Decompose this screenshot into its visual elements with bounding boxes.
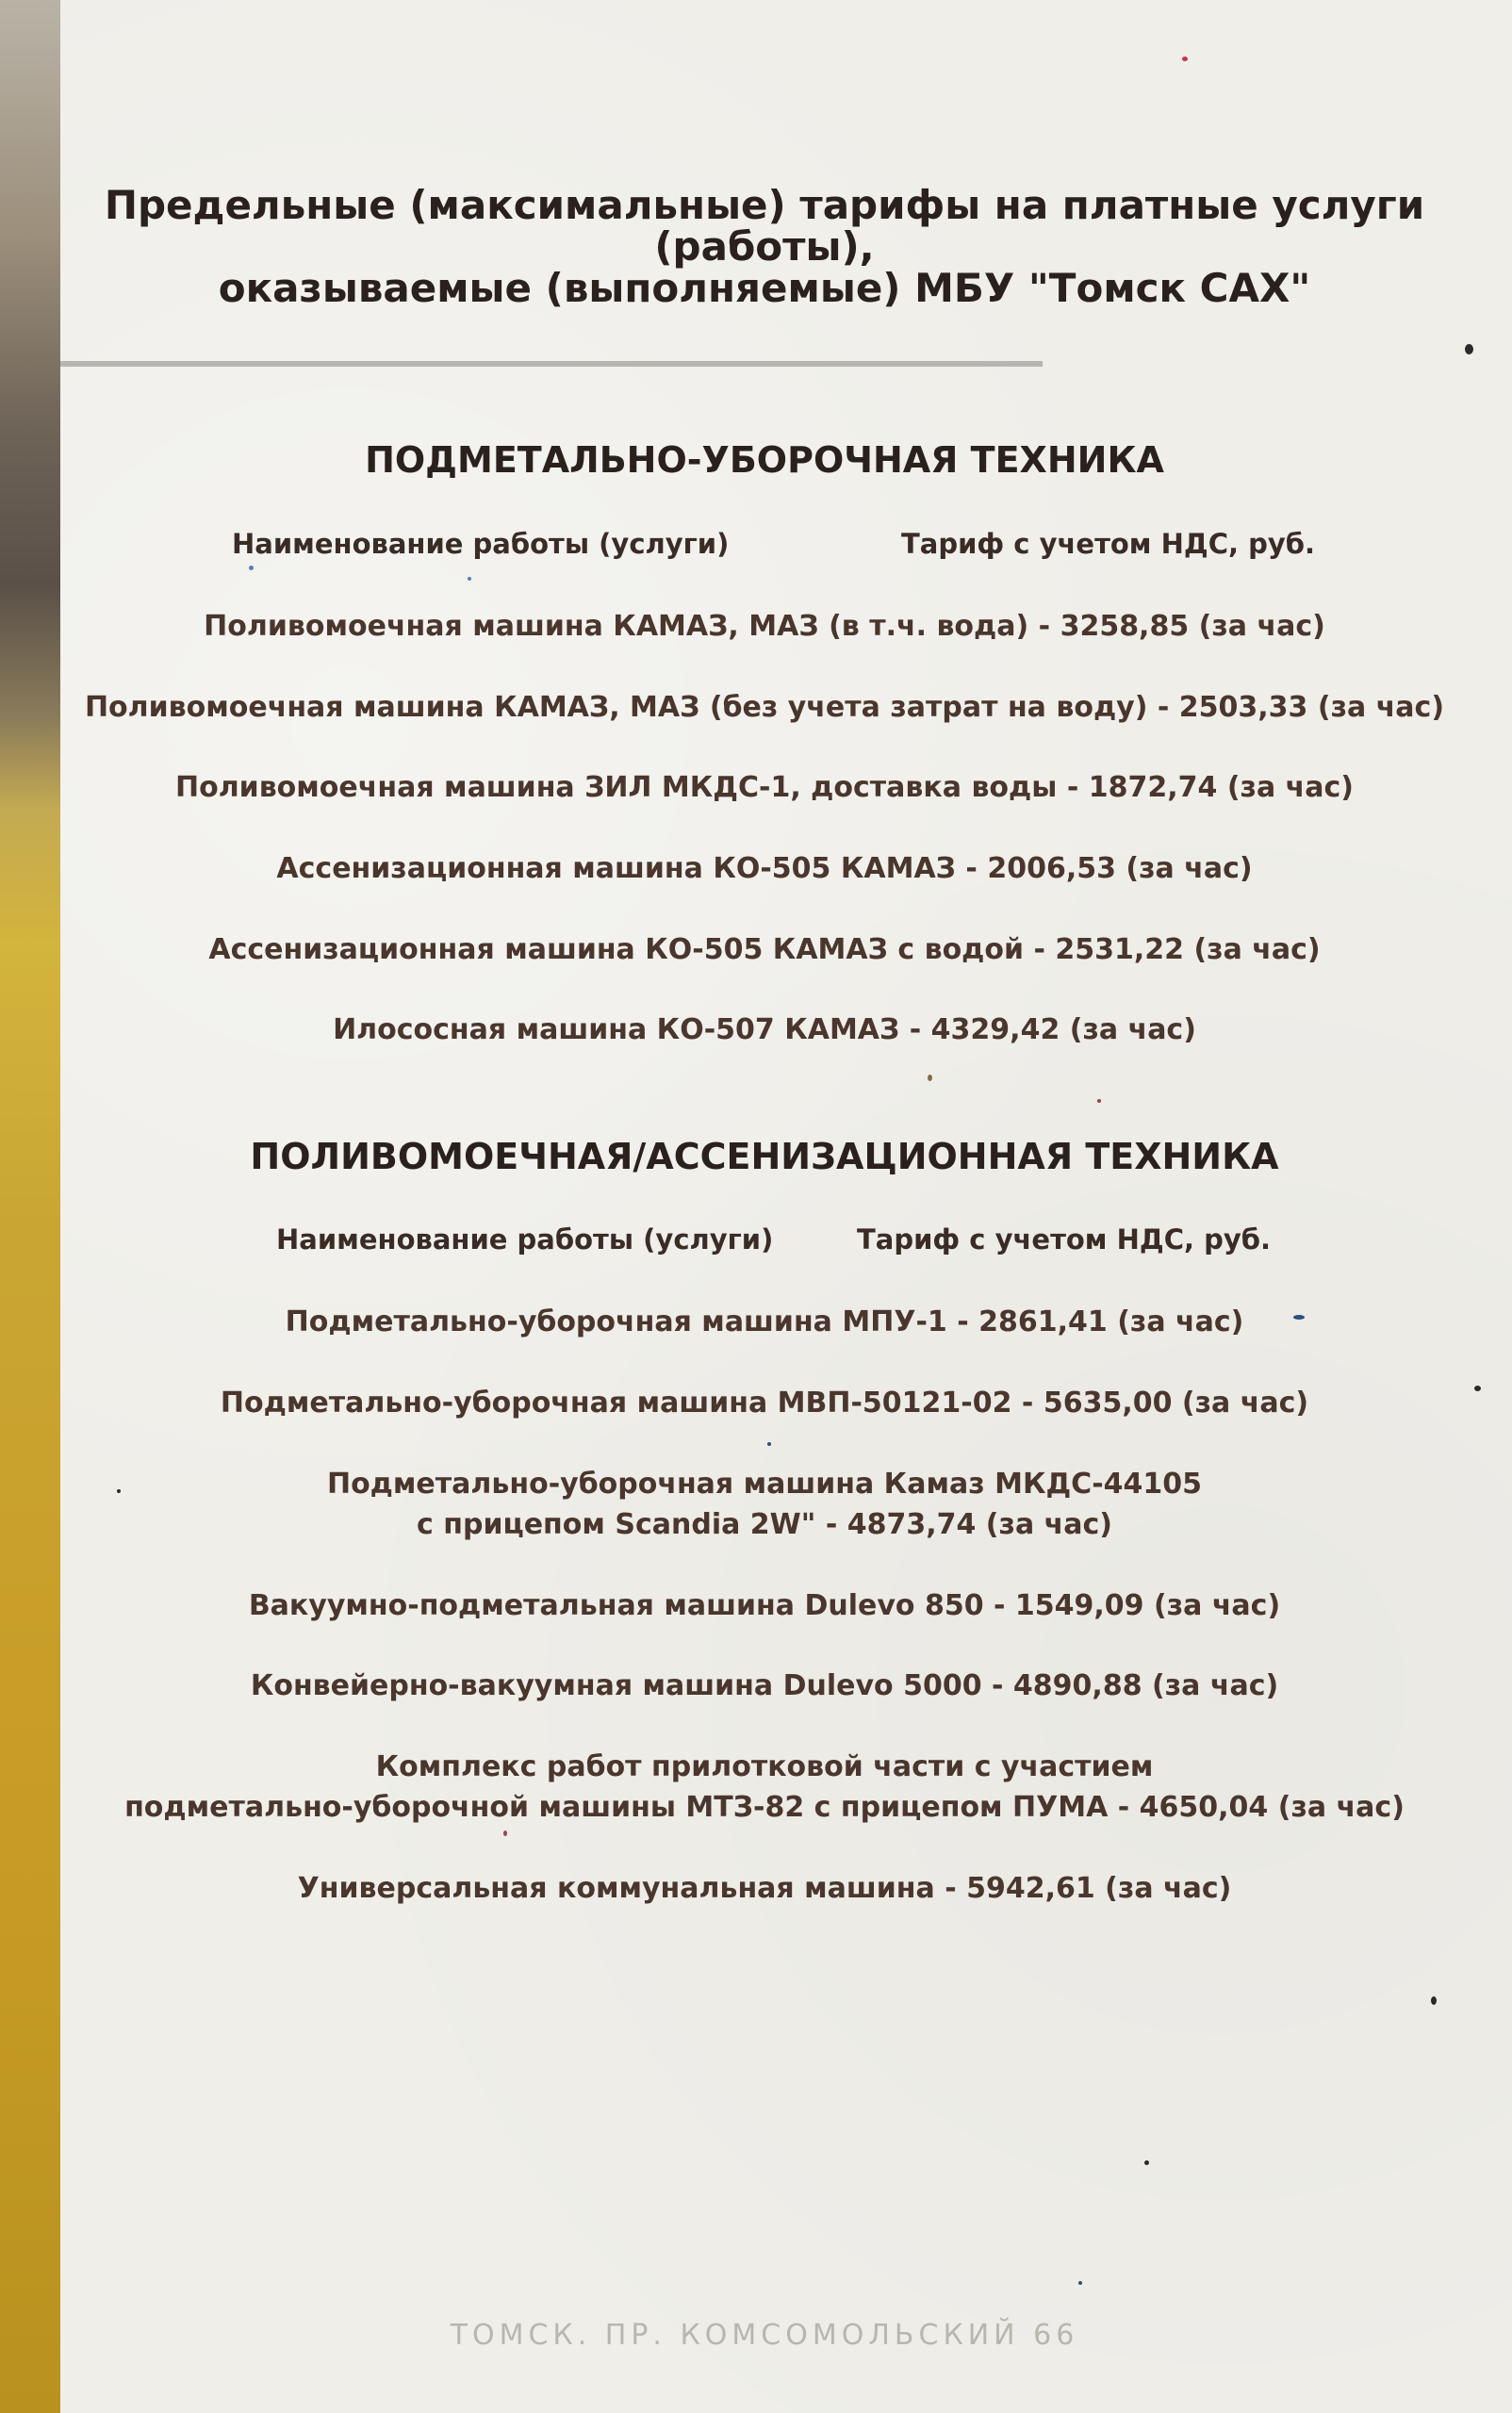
paper-speck xyxy=(503,1830,507,1836)
paper-speck xyxy=(1465,344,1473,354)
tariff-row-text: Комплекс работ прилотковой части с участием xyxy=(375,1750,1154,1783)
tariff-row xyxy=(60,687,1469,728)
tariff-row-text: Поливомоечная машина КАМАЗ, МАЗ (в т.ч. вода) - 3258,85 (за час) xyxy=(204,610,1325,643)
tariff-row-text: Вакуумно-подметальная машина Dulevo 850 - 1549,09 (за час) xyxy=(248,1589,1281,1622)
paper-speck xyxy=(928,1075,932,1081)
tariff-row-text: Ассенизационная машина КО-505 КАМАЗ с водой - 2531,22 (за час) xyxy=(208,933,1321,966)
address-footer: ТОМСК. ПР. КОМСОМОЛЬСКИЙ 66 xyxy=(450,2319,1079,2352)
tariff-row xyxy=(60,1383,1469,1423)
tariff-row xyxy=(60,929,1469,970)
tariff-row xyxy=(60,767,1469,808)
tariff-row xyxy=(60,848,1469,889)
tariff-row-text: Ассенизационная машина КО-505 КАМАЗ - 2006,53 (за час) xyxy=(276,852,1253,885)
tariff-row-text: Универсальная коммунальная машина - 5942,61 (за час) xyxy=(297,1872,1232,1905)
paper-speck xyxy=(1474,1386,1481,1391)
title-line: (работы), xyxy=(654,223,875,270)
tariff-row xyxy=(60,1585,1469,1626)
column-header-tariff: Тариф с учетом НДС, руб. xyxy=(857,1223,1272,1256)
paper-speck xyxy=(1431,1996,1437,2005)
tariff-row-text: Подметально-уборочная машина МВП-50121-02 - 5635,00 (за час) xyxy=(220,1387,1309,1420)
tariff-row xyxy=(60,1010,1469,1050)
tariff-row-text: Подметально-уборочная машина МПУ-1 - 2861,41 (за час) xyxy=(285,1305,1244,1338)
paper-speck xyxy=(767,1442,771,1446)
document-title xyxy=(60,182,1469,311)
tariff-row-text: Поливомоечная машина ЗИЛ МКДС-1, доставка воды - 1872,74 (за час) xyxy=(174,771,1354,804)
title-line: оказываемые (выполняемые) МБУ "Томск САХ" xyxy=(218,265,1311,311)
section-heading-watering-sewage: ПОЛИВОМОЕЧНАЯ/АССЕНИЗАЦИОННАЯ ТЕХНИКА xyxy=(250,1136,1279,1177)
paper-speck xyxy=(1097,1099,1101,1103)
column-header-service-name: Наименование работы (услуги) xyxy=(232,528,730,560)
paper-speck xyxy=(1078,2281,1082,2285)
tariff-row xyxy=(60,1302,1469,1342)
paper-speck xyxy=(1182,57,1188,61)
column-header-service-name: Наименование работы (услуги) xyxy=(276,1223,774,1256)
section-heading-street-cleaning: ПОДМЕТАЛЬНО-УБОРОЧНАЯ ТЕХНИКА xyxy=(365,439,1164,481)
tariff-row xyxy=(60,1666,1469,1706)
tariff-row-text: подметально-уборочной машины МТЗ-82 с прицепом ПУМА - 4650,04 (за час) xyxy=(124,1791,1405,1824)
tariff-row xyxy=(60,1747,1469,1828)
title-line: Предельные (максимальные) тарифы на платные услуги xyxy=(104,182,1425,228)
paper-speck xyxy=(249,566,254,570)
tariff-row-text: Поливомоечная машина КАМАЗ, МАЗ (без учета затрат на воду) - 2503,33 (за час) xyxy=(84,691,1445,724)
column-header-tariff: Тариф с учетом НДС, руб. xyxy=(901,528,1316,560)
tariff-row-text: Подметально-уборочная машина Камаз МКДС-44105 xyxy=(326,1468,1203,1501)
title-divider xyxy=(60,361,1043,367)
tariff-row xyxy=(60,1868,1469,1909)
left-photo-strip xyxy=(0,0,60,2413)
tariff-row-text: Конвейерно-вакуумная машина Dulevo 5000 - 4890,88 (за час) xyxy=(250,1669,1279,1702)
tariff-row-text: Илососная машина КО-507 КАМАЗ - 4329,42 (за час) xyxy=(333,1013,1196,1046)
tariff-row xyxy=(60,606,1469,647)
tariff-row xyxy=(60,1464,1469,1545)
paper-speck xyxy=(1144,2160,1149,2165)
tariff-row-text: с прицепом Scandia 2W" - 4873,74 (за час) xyxy=(417,1508,1112,1541)
paper-speck xyxy=(468,577,471,581)
